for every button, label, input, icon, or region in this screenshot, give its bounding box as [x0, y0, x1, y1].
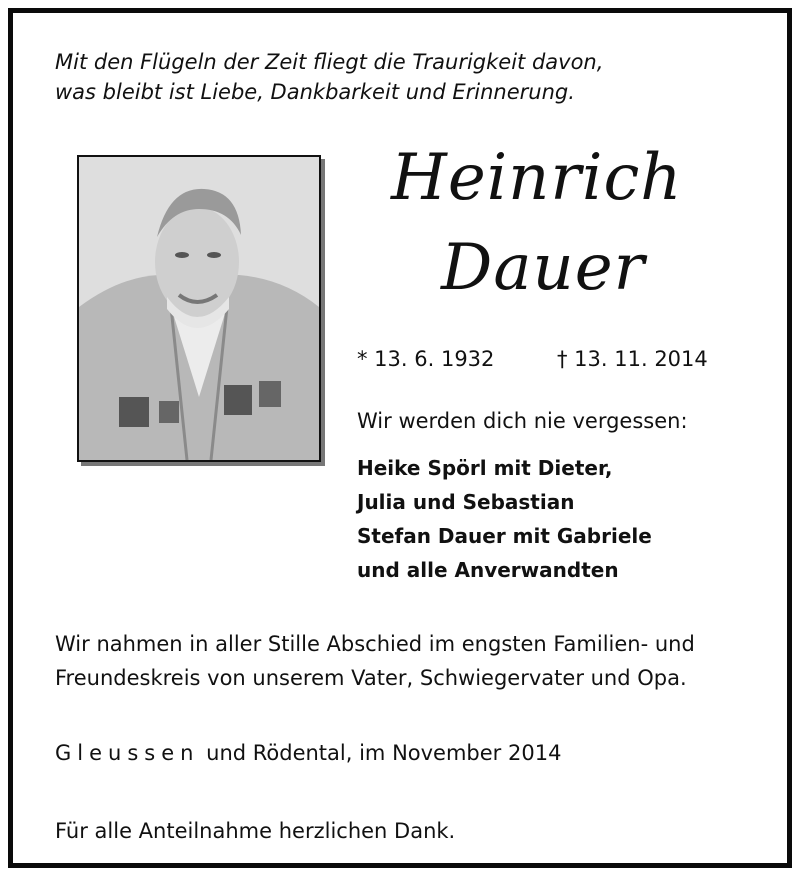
paragraph-line-1: Wir nahmen in aller Stille Abschied im engsten Familien- und — [55, 632, 695, 656]
motto-line-1: Mit den Flügeln der Zeit fliegt die Traurigkeit davon, — [55, 50, 604, 74]
remember-text: Wir werden dich nie vergessen: — [357, 409, 688, 433]
motto-line-2: was bleibt ist Liebe, Dankbarkeit und Erinnerung. — [55, 80, 575, 104]
paragraph-line-2: Freundeskreis von unserem Vater, Schwiegervater und Opa. — [55, 666, 687, 690]
portrait-photo — [77, 155, 321, 462]
place-and-date — [55, 741, 561, 765]
place-rest: und Rödental, im November 2014 — [199, 741, 562, 765]
thanks-text: Für alle Anteilnahme herzlichen Dank. — [55, 819, 456, 843]
place-town: Gleussen — [55, 741, 200, 765]
obituary-card — [8, 8, 792, 868]
motto — [55, 47, 675, 107]
farewell-paragraph — [55, 627, 775, 695]
mourners-list — [357, 451, 652, 587]
mourner-line: Julia und Sebastian — [357, 490, 575, 514]
deceased-first-name: Heinrich — [391, 141, 683, 215]
mourner-line: und alle Anverwandten — [357, 558, 619, 582]
death-date: † 13. 11. 2014 — [557, 347, 708, 371]
birth-date: * 13. 6. 1932 — [357, 347, 495, 371]
deceased-last-name: Dauer — [441, 231, 646, 305]
mourner-line: Stefan Dauer mit Gabriele — [357, 524, 652, 548]
mourner-line: Heike Spörl mit Dieter, — [357, 456, 613, 480]
